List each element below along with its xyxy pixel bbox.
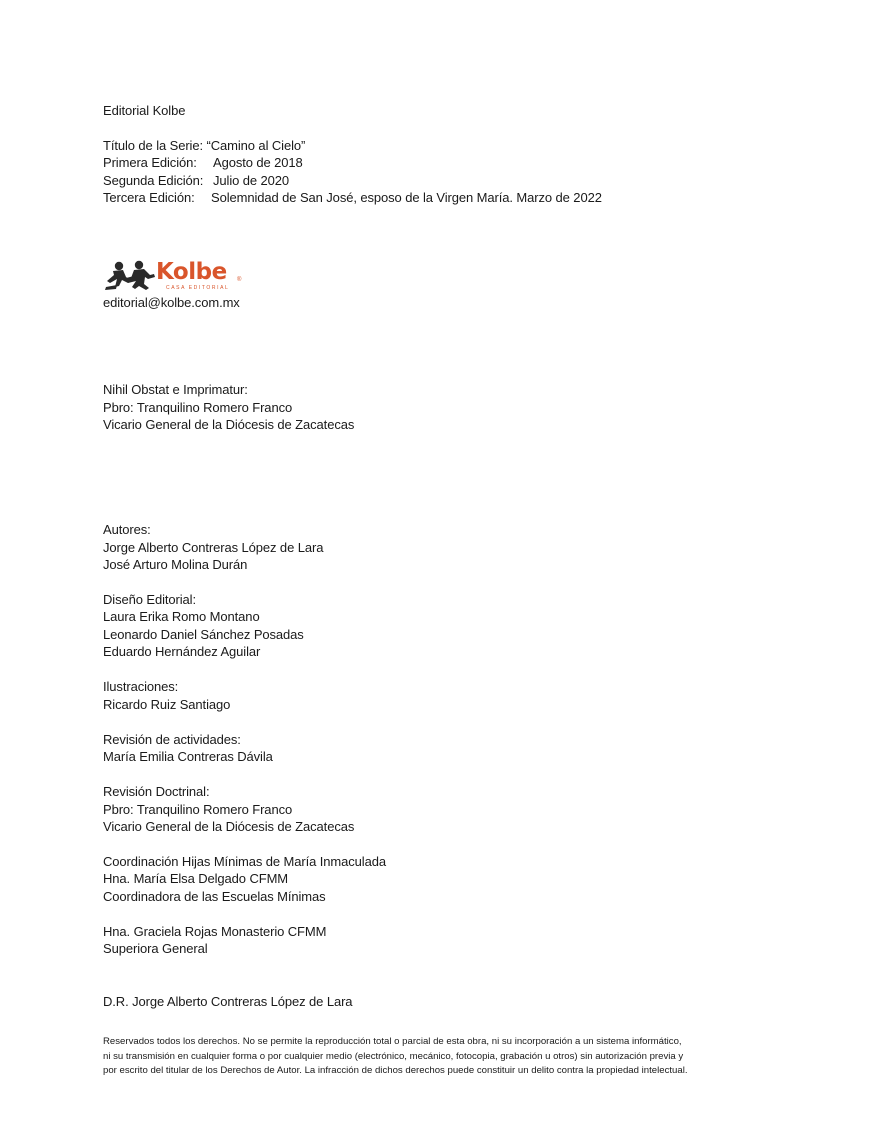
third-edition-label: Tercera Edición: <box>103 190 195 205</box>
second-edition-label: Segunda Edición: <box>103 173 204 188</box>
illustrator-name: Ricardo Ruiz Santiago <box>103 697 231 712</box>
rights-notice-line: Reservados todos los derechos. No se permite la reproducción total o parcial de esta obra, ni su incorporación a un sistema informático, <box>103 1036 682 1047</box>
nihil-obstat-role: Vicario General de la Diócesis de Zacatecas <box>103 417 355 432</box>
logo-brand: Kolbe <box>156 259 227 285</box>
second-edition-value: Julio de 2020 <box>213 173 290 188</box>
rights-notice <box>103 1035 803 1079</box>
design-heading: Diseño Editorial: <box>103 592 196 607</box>
coordination-heading: Coordinación Hijas Mínimas de María Inmaculada <box>103 854 386 869</box>
publisher-name: Editorial Kolbe <box>103 103 186 118</box>
rights-notice-line: por escrito del titular de los Derechos de Autor. La infracción de dichos derechos puede constituir un delito contra la propiedad intelectual. <box>103 1065 688 1076</box>
first-edition <box>103 154 303 171</box>
coordinator-name: Hna. María Elsa Delgado CFMM <box>103 871 289 886</box>
illustrations-heading: Ilustraciones: <box>103 679 179 694</box>
series-title: Título de la Serie: “Camino al Cielo” <box>103 138 306 153</box>
rights-notice-line: ni su transmisión en cualquier forma o por cualquier medio (electrónico, mecánico, fotocopia, grabación u otros) sin autorización previa y <box>103 1050 684 1062</box>
contact-email: editorial@kolbe.com.mx <box>103 295 240 310</box>
nihil-obstat-heading: Nihil Obstat e Imprimatur: <box>103 382 248 397</box>
nihil-obstat-name: Pbro: Tranquilino Romero Franco <box>103 400 293 415</box>
first-edition-value: Agosto de 2018 <box>213 155 303 170</box>
superior-name: Hna. Graciela Rojas Monasterio CFMM <box>103 924 327 939</box>
logo-registered-mark: ® <box>237 277 242 283</box>
designer-name: Leonardo Daniel Sánchez Posadas <box>103 627 304 642</box>
doctrinal-reviewer-role: Vicario General de la Diócesis de Zacatecas <box>103 819 355 834</box>
activities-heading: Revisión de actividades: <box>103 732 241 747</box>
doctrinal-reviewer: Pbro: Tranquilino Romero Franco <box>103 802 293 817</box>
coordinator-role: Coordinadora de las Escuelas Mínimas <box>103 889 326 904</box>
author-name: Jorge Alberto Contreras López de Lara <box>103 540 324 555</box>
logo-tagline: CASA EDITORIAL <box>166 285 230 291</box>
children-silhouette-icon <box>104 259 158 291</box>
second-edition <box>103 172 289 189</box>
doctrinal-heading: Revisión Doctrinal: <box>103 784 210 799</box>
designer-name: Eduardo Hernández Aguilar <box>103 644 261 659</box>
superior-role: Superiora General <box>103 941 208 956</box>
activities-reviewer: María Emilia Contreras Dávila <box>103 749 273 764</box>
third-edition <box>103 189 602 206</box>
first-edition-label: Primera Edición: <box>103 155 197 170</box>
authors-heading: Autores: <box>103 522 151 537</box>
author-name: José Arturo Molina Durán <box>103 557 248 572</box>
kolbe-logo <box>104 259 249 295</box>
third-edition-value: Solemnidad de San José, esposo de la Virgen María. Marzo de 2022 <box>211 190 602 205</box>
copyright-holder: D.R. Jorge Alberto Contreras López de Lara <box>103 994 353 1009</box>
designer-name: Laura Erika Romo Montano <box>103 609 260 624</box>
